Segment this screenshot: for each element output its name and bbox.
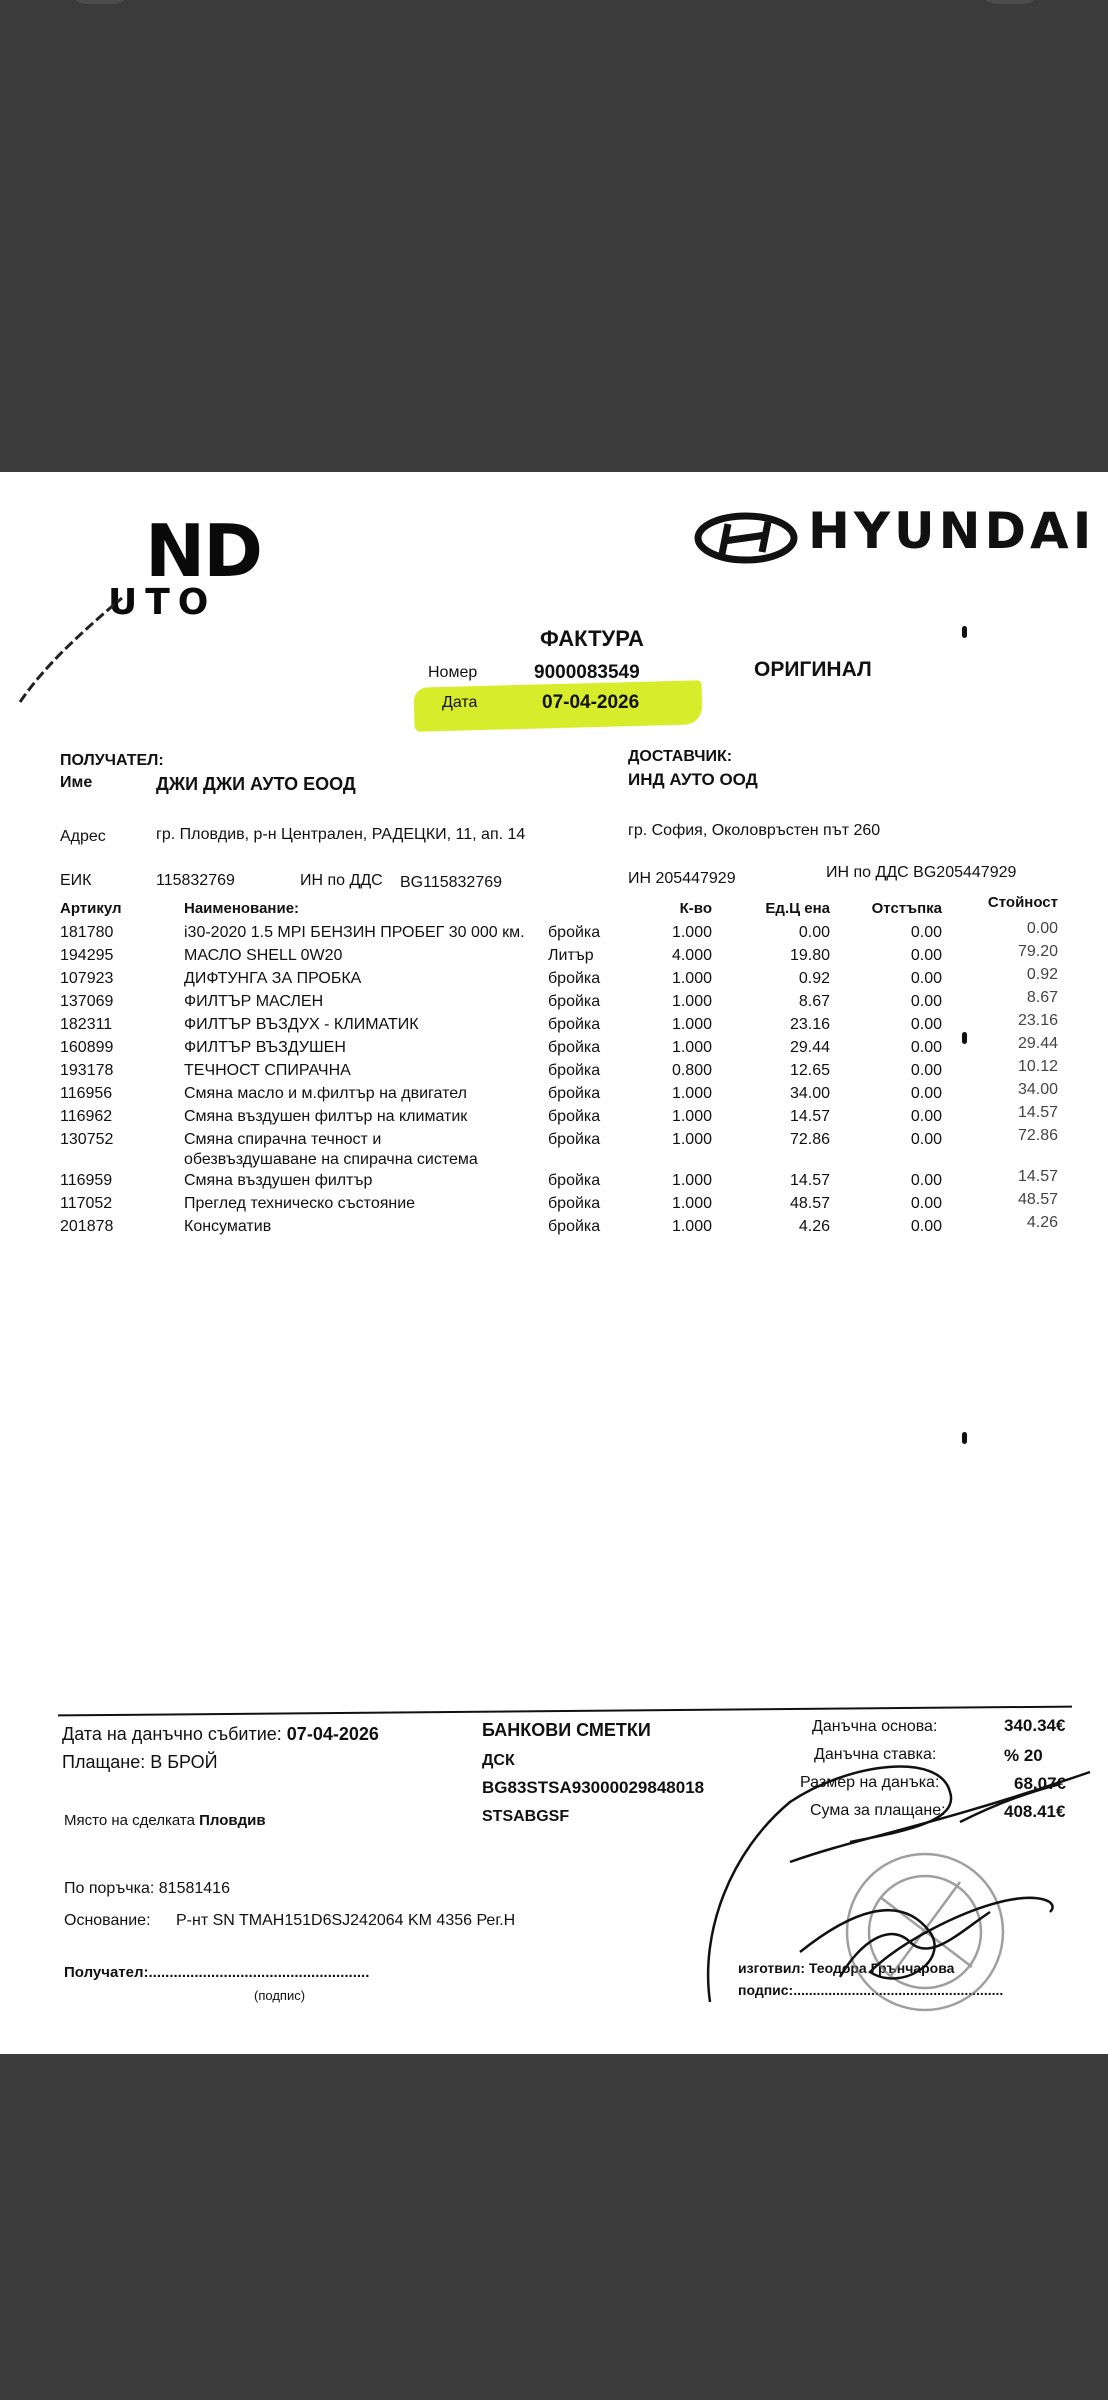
- table-row: [0, 1214, 1108, 1240]
- row-unit: бройка: [548, 924, 601, 941]
- supplier-heading: ДОСТАВЧИК:: [628, 748, 733, 765]
- basis-label: Основание:: [64, 1912, 151, 1929]
- row-discount: 0.00: [910, 924, 942, 941]
- payment-method: Плащане: В БРОЙ: [62, 1752, 218, 1772]
- row-qty: 4.000: [671, 947, 712, 964]
- row-price: 19.80: [789, 947, 830, 964]
- row-unit: бройка: [548, 1108, 601, 1125]
- recipient-vat: BG115832769: [400, 874, 503, 891]
- row-code: 116959: [60, 1172, 113, 1189]
- header-discount: Отстъпка: [871, 900, 942, 917]
- invoice-date-label: Дата: [442, 694, 478, 711]
- row-unit: бройка: [548, 1195, 601, 1212]
- receiver-signature-line: Получател:.....................................................: [64, 1964, 370, 1981]
- row-qty: 1.000: [671, 1131, 712, 1148]
- tax-base-label: Данъчна основа:: [812, 1718, 938, 1735]
- row-qty: 1.000: [671, 1016, 712, 1033]
- row-code: 194295: [60, 947, 114, 964]
- recipient-name: ДЖИ ДЖИ АУТО ЕООД: [156, 774, 356, 794]
- row-price: 14.57: [789, 1172, 830, 1189]
- recipient-name-label: Име: [60, 774, 93, 791]
- bank-iban: BG83STSA93000029848018: [482, 1778, 705, 1797]
- invoice-number: 9000083549: [534, 662, 640, 683]
- table-header-row: [0, 894, 1108, 922]
- sign-line: подпис:......................................................: [738, 1982, 1004, 1998]
- row-name: Преглед техническо състояние: [184, 1195, 416, 1212]
- table-row: [0, 1168, 1108, 1194]
- row-code: 201878: [60, 1218, 114, 1235]
- row-code: 130752: [60, 1131, 114, 1148]
- row-unit: бройка: [548, 1062, 601, 1079]
- table-row: [0, 966, 1108, 992]
- row-total: 34.00: [1017, 1081, 1058, 1098]
- row-code: 137069: [60, 993, 114, 1010]
- footer-divider: [58, 1706, 1072, 1717]
- row-name: ФИЛТЪР МАСЛЕН: [184, 993, 324, 1010]
- row-unit: бройка: [548, 970, 601, 987]
- row-name: Смяна въздушен филтър: [184, 1172, 373, 1189]
- row-qty: 1.000: [671, 1039, 712, 1056]
- recipient-address: гр. Пловдив, р-н Централен, РАДЕЦКИ, 11, ап. 14: [156, 826, 526, 843]
- row-name-line2: обезвъздушаване на спирачна система: [184, 1151, 478, 1168]
- header-name: Наименование:: [184, 900, 300, 917]
- row-total: 0.92: [1026, 966, 1058, 983]
- row-price: 8.67: [798, 993, 830, 1010]
- row-name: Смяна спирачна течност и: [184, 1131, 382, 1148]
- row-name: ФИЛТЪР ВЪЗДУХ - КЛИМАТИК: [184, 1016, 419, 1033]
- header-price: Ед.Ц ена: [765, 900, 830, 917]
- auto-logo-text: UTO: [108, 582, 217, 623]
- row-qty: 1.000: [671, 1108, 712, 1125]
- row-name: i30-2020 1.5 MPI БЕНЗИН ПРОБЕГ 30 000 км.: [184, 924, 525, 941]
- row-qty: 1.000: [671, 924, 712, 941]
- recipient-eik: 115832769: [156, 872, 235, 889]
- row-discount: 0.00: [910, 970, 942, 987]
- scan-speck: [962, 1432, 967, 1444]
- prepared-by: изготвил: Теодора Грънчарова: [738, 1960, 955, 1976]
- header-total: Стойност: [987, 894, 1058, 911]
- row-discount: 0.00: [910, 1108, 942, 1125]
- row-price: 0.92: [798, 970, 830, 987]
- row-name: МАСЛО SHELL 0W20: [184, 947, 343, 964]
- basis-value: Р-нт SN TMAH151D6SJ242064 KM 4356 Рег.Н: [176, 1912, 516, 1929]
- row-discount: 0.00: [910, 1131, 942, 1148]
- row-unit: бройка: [548, 993, 601, 1010]
- row-total: 29.44: [1017, 1035, 1058, 1052]
- status-bar-shape: [980, 0, 1040, 4]
- row-price: 34.00: [789, 1085, 830, 1102]
- row-total: 0.00: [1026, 920, 1058, 937]
- row-discount: 0.00: [910, 1195, 942, 1212]
- row-discount: 0.00: [910, 1039, 942, 1056]
- row-total: 79.20: [1017, 943, 1058, 960]
- invoice-number-label: Номер: [428, 664, 478, 681]
- total-label: Сума за плащане:: [810, 1802, 946, 1819]
- header-code: Артикул: [60, 900, 122, 917]
- row-name: Смяна въздушен филтър на климатик: [184, 1108, 468, 1125]
- tax-rate-label: Данъчна ставка:: [814, 1746, 937, 1763]
- supplier-vat: ИН по ДДС BG205447929: [826, 864, 1017, 881]
- row-qty: 1.000: [671, 1172, 712, 1189]
- row-total: 4.26: [1026, 1214, 1058, 1231]
- recipient-heading: ПОЛУЧАТЕЛ:: [60, 752, 164, 769]
- signature-note: (подпис): [254, 1988, 306, 2003]
- table-row: [0, 1035, 1108, 1061]
- row-total: 8.67: [1026, 989, 1058, 1006]
- row-unit: бройка: [548, 1016, 601, 1033]
- supplier-name: ИНД АУТО ООД: [628, 770, 758, 789]
- row-qty: 1.000: [671, 1218, 712, 1235]
- row-name: ДИФТУНГА ЗА ПРОБКА: [184, 970, 362, 987]
- hyundai-wordmark: HYUNDAI: [808, 502, 1096, 560]
- invoice-title: ФАКТУРА: [540, 626, 644, 651]
- row-price: 23.16: [789, 1016, 830, 1033]
- row-code: 107923: [60, 970, 114, 987]
- table-row: [0, 989, 1108, 1015]
- row-discount: 0.00: [910, 1016, 942, 1033]
- row-discount: 0.00: [910, 993, 942, 1010]
- row-price: 12.65: [789, 1062, 830, 1079]
- row-total: 14.57: [1017, 1168, 1058, 1185]
- order-number: По поръчка: 81581416: [64, 1880, 230, 1897]
- row-total: 23.16: [1017, 1012, 1058, 1029]
- row-total: 14.57: [1017, 1104, 1058, 1121]
- row-name: ФИЛТЪР ВЪЗДУШЕН: [184, 1039, 346, 1056]
- supplier-id: ИН 205447929: [628, 870, 736, 887]
- invoice-copy-label: ОРИГИНАЛ: [754, 658, 872, 681]
- recipient-vat-label: ИН по ДДС: [300, 872, 383, 889]
- recipient-eik-label: ЕИК: [60, 872, 92, 889]
- table-row: [0, 1191, 1108, 1217]
- tax-base: 340.34€: [1004, 1716, 1066, 1735]
- row-unit: бройка: [548, 1131, 601, 1148]
- table-row: [0, 943, 1108, 969]
- place-label: Място на сделката: [64, 1812, 195, 1829]
- row-code: 117052: [60, 1195, 113, 1212]
- row-code: 116962: [60, 1108, 113, 1125]
- row-code: 182311: [60, 1016, 113, 1033]
- scan-speck: [962, 1032, 967, 1044]
- row-unit: бройка: [548, 1172, 601, 1189]
- row-total: 72.86: [1017, 1127, 1058, 1144]
- row-code: 181780: [60, 924, 114, 941]
- row-qty: 1.000: [671, 993, 712, 1010]
- tax-event-label: Дата на данъчно събитие:: [62, 1724, 282, 1744]
- ind-logo-text: ND: [145, 509, 262, 593]
- hyundai-emblem-icon: [694, 510, 798, 566]
- table-row: [0, 1127, 1108, 1175]
- row-total: 10.12: [1017, 1058, 1058, 1075]
- table-row: [0, 920, 1108, 946]
- tax-amount: 68.07€: [1014, 1774, 1066, 1793]
- row-name: Смяна масло и м.филтър на двигател: [184, 1085, 467, 1102]
- row-discount: 0.00: [910, 1085, 942, 1102]
- supplier-address: гр. София, Околовръстен път 260: [628, 822, 881, 839]
- invoice-date: 07-04-2026: [542, 692, 640, 713]
- row-unit: бройка: [548, 1218, 601, 1235]
- row-qty: 1.000: [671, 1085, 712, 1102]
- logo-stroke-icon: [12, 590, 132, 710]
- invoice-document: [0, 472, 1108, 2054]
- tax-event-date: 07-04-2026: [286, 1724, 379, 1744]
- row-unit: Литър: [548, 947, 594, 964]
- scan-speck: [962, 626, 967, 638]
- row-unit: бройка: [548, 1085, 601, 1102]
- row-code: 160899: [60, 1039, 114, 1056]
- row-qty: 1.000: [671, 1195, 712, 1212]
- row-code: 116956: [60, 1085, 113, 1102]
- place-of-deal: [64, 1812, 266, 1829]
- bank-heading: БАНКОВИ СМЕТКИ: [482, 1720, 651, 1740]
- row-total: 48.57: [1017, 1191, 1058, 1208]
- status-bar-shape: [70, 0, 130, 4]
- bank-name: ДСК: [482, 1752, 515, 1769]
- row-code: 193178: [60, 1062, 114, 1079]
- row-price: 4.26: [798, 1218, 830, 1235]
- row-discount: 0.00: [910, 947, 942, 964]
- row-qty: 0.800: [671, 1062, 712, 1079]
- row-price: 48.57: [789, 1195, 830, 1212]
- row-price: 0.00: [798, 924, 830, 941]
- row-unit: бройка: [548, 1039, 601, 1056]
- table-row: [0, 1104, 1108, 1130]
- table-row: [0, 1058, 1108, 1084]
- table-row: [0, 1081, 1108, 1107]
- row-price: 14.57: [789, 1108, 830, 1125]
- tax-rate: % 20: [1004, 1746, 1043, 1765]
- table-row: [0, 1012, 1108, 1038]
- row-qty: 1.000: [671, 970, 712, 987]
- recipient-address-label: Адрес: [60, 828, 106, 845]
- header-qty: К-во: [679, 900, 712, 917]
- row-discount: 0.00: [910, 1062, 942, 1079]
- tax-amount-label: Размер на данъка:: [800, 1774, 940, 1791]
- row-price: 72.86: [789, 1131, 830, 1148]
- row-discount: 0.00: [910, 1218, 942, 1235]
- row-discount: 0.00: [910, 1172, 942, 1189]
- row-price: 29.44: [789, 1039, 830, 1056]
- total-amount: 408.41€: [1004, 1802, 1066, 1821]
- place-value: Пловдив: [199, 1812, 266, 1829]
- bank-bic: STSABGSF: [482, 1808, 570, 1825]
- row-name: ТЕЧНОСТ СПИРАЧНА: [184, 1062, 351, 1079]
- row-name: Консуматив: [184, 1218, 272, 1235]
- tax-event: [62, 1724, 379, 1745]
